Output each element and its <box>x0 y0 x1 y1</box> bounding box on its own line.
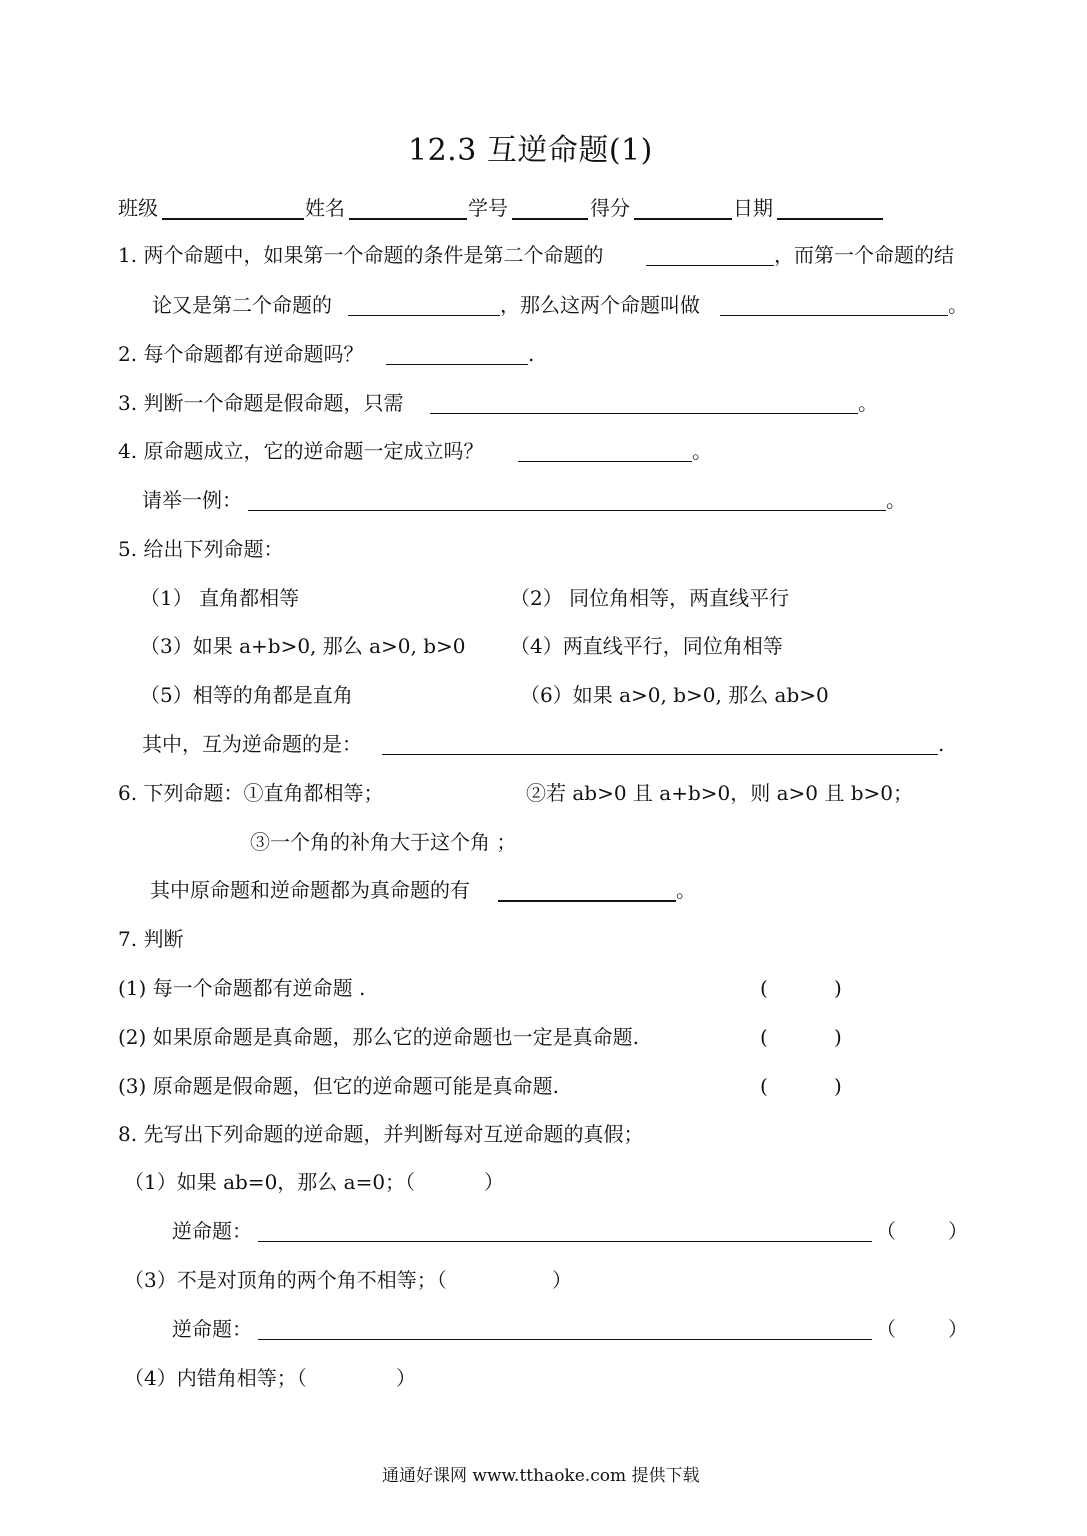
q8-item-1: （1）如果 ab=0，那么 a=0；（ <box>124 1170 416 1194</box>
q8-item-3-close: ） <box>552 1268 572 1292</box>
q1-blank-1[interactable] <box>646 265 774 266</box>
q7-paren-open-3[interactable]: ( <box>760 1074 768 1098</box>
q5-ask: 其中，互为逆命题的是： <box>142 732 362 756</box>
q5-item-4: （4）两直线平行，同位角相等 <box>510 634 783 658</box>
q5-item-6: （6）如果 a>0, b>0, 那么 ab>0 <box>520 683 829 707</box>
q5-item-3: （3）如果 a+b>0, 那么 a>0, b>0 <box>140 634 466 658</box>
q6-item-3: ③一个角的补角大于这个角 ； <box>250 830 517 854</box>
q7-paren-open-1[interactable]: ( <box>760 976 768 1000</box>
class-blank[interactable] <box>162 218 304 220</box>
q4-end: 。 <box>692 439 712 463</box>
q5-item-2: （2） 同位角相等，两直线平行 <box>510 586 790 610</box>
q8-judge-open-1[interactable]: （ <box>876 1219 896 1243</box>
q6-blank[interactable] <box>498 900 676 902</box>
q8-converse-label-1: 逆命题： <box>172 1219 252 1243</box>
q7-item-3: (3) 原命题是假命题，但它的逆命题可能是真命题. <box>118 1074 560 1098</box>
q6-ask: 其中原命题和逆命题都为真命题的有 <box>150 878 470 902</box>
q8-converse-label-3: 逆命题： <box>172 1317 252 1341</box>
q8-converse-blank-3[interactable] <box>258 1339 872 1340</box>
q2-text: 2. 每个命题都有逆命题吗？ <box>118 342 364 366</box>
q1-text-2: ，而第一个命题的结 <box>774 243 954 267</box>
q8-item-1-close: ） <box>484 1170 504 1194</box>
score-label: 得分 <box>590 196 630 220</box>
q3-blank[interactable] <box>430 413 858 414</box>
student-number-blank[interactable] <box>512 218 588 220</box>
q4-blank[interactable] <box>518 461 692 462</box>
q1-blank-3[interactable] <box>720 315 948 316</box>
student-number-label: 学号 <box>468 196 508 220</box>
q4-example-blank[interactable] <box>248 510 886 511</box>
footer-text: 通通好课网 www.tthaoke.com 提供下载 <box>382 1466 700 1486</box>
q2-end: . <box>528 342 535 366</box>
q3-text: 3. 判断一个命题是假命题，只需 <box>118 391 404 415</box>
date-blank[interactable] <box>777 218 883 220</box>
q8-item-3: （3）不是对顶角的两个角不相等；（ <box>124 1268 447 1292</box>
name-label: 姓名 <box>305 196 345 220</box>
class-label: 班级 <box>118 196 158 220</box>
q3-end: 。 <box>858 391 878 415</box>
q8-item-4-close: ） <box>396 1366 416 1390</box>
q8-converse-blank-1[interactable] <box>258 1241 872 1242</box>
q7-item-1: (1) 每一个命题都有逆命题 . <box>118 976 366 1000</box>
q8-judge-close-1: ） <box>948 1219 968 1243</box>
q1-text-3: 论又是第二个命题的 <box>152 293 332 317</box>
page-title: 12.3 互逆命题(1) <box>408 133 653 168</box>
q4-example-end: 。 <box>886 488 906 512</box>
q5-intro: 5. 给出下列命题： <box>118 537 284 561</box>
score-blank[interactable] <box>634 218 732 220</box>
q2-blank[interactable] <box>386 364 528 365</box>
q4-example-label: 请举一例： <box>142 488 242 512</box>
q6-end: 。 <box>676 878 696 902</box>
q5-item-1: （1） 直角都相等 <box>140 586 300 610</box>
q8-judge-open-3[interactable]: （ <box>876 1317 896 1341</box>
q7-item-2: (2) 如果原命题是真命题，那么它的逆命题也一定是真命题. <box>118 1025 640 1049</box>
q7-paren-close-3: ) <box>834 1074 842 1098</box>
q8-item-4: （4）内错角相等；（ <box>124 1366 307 1390</box>
q1-text-4: ，那么这两个命题叫做 <box>500 293 700 317</box>
q1-blank-2[interactable] <box>348 315 500 316</box>
q8-judge-close-3: ） <box>948 1317 968 1341</box>
q6-lead: 6. 下列命题：①直角都相等； <box>118 781 384 805</box>
q5-item-5: （5）相等的角都是直角 <box>140 683 353 707</box>
q7-paren-open-2[interactable]: ( <box>760 1025 768 1049</box>
q1-text-5: 。 <box>948 293 968 317</box>
name-blank[interactable] <box>349 218 467 220</box>
date-label: 日期 <box>733 196 773 220</box>
q5-blank[interactable] <box>382 754 938 755</box>
q5-end: . <box>938 732 945 756</box>
q4-text: 4. 原命题成立，它的逆命题一定成立吗？ <box>118 439 484 463</box>
q6-item-2: ②若 ab>0 且 a+b>0，则 a>0 且 b>0； <box>526 781 914 805</box>
q7-paren-close-1: ) <box>834 976 842 1000</box>
q7-paren-close-2: ) <box>834 1025 842 1049</box>
q8-intro: 8. 先写出下列命题的逆命题，并判断每对互逆命题的真假； <box>118 1122 644 1146</box>
q7-intro: 7. 判断 <box>118 927 184 951</box>
q1-text-1: 1. 两个命题中，如果第一个命题的条件是第二个命题的 <box>118 243 604 267</box>
